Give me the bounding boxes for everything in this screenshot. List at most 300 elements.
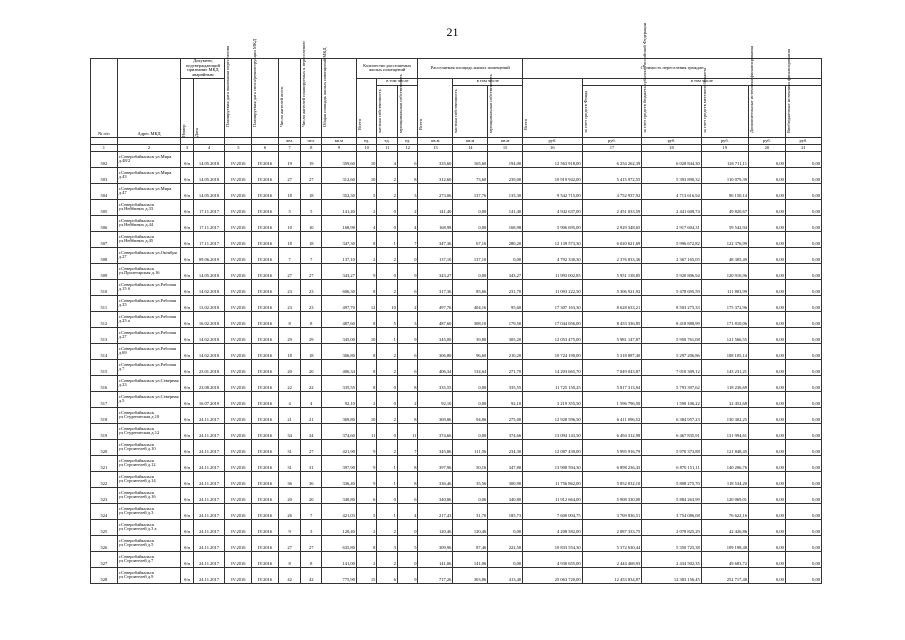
cell-at: 397,96 [418,455,453,471]
cell-p1: IV.2016 [225,327,252,343]
cell-rt: 9 [356,263,377,279]
table-row [91,231,822,247]
cell-date: 17.11.2017 [193,231,225,247]
unit-cell: ед. [377,137,398,144]
cell-cl: 110 079,39 [701,167,748,183]
cell-addr: г.Северобайкальск ул.Строителей д.5 [117,535,181,551]
cell-at: 345,00 [418,327,453,343]
col-doc-date-header: Дата [193,78,225,137]
units-row [91,137,822,144]
cell-cl: 143 231,21 [701,359,748,375]
cell-cl: 121 848,45 [701,439,748,455]
cell-am: 141,40 [488,199,523,215]
cell-addr: г.Северобайкальск ул.Строителей д.10 [117,439,181,455]
cell-rm: 8 [397,407,418,423]
cell-p1: IV.2016 [225,407,252,423]
cell-r: 18 [278,183,301,199]
cell-date: 14.02.2018 [193,279,225,295]
cell-id: 510 [91,279,118,295]
cell-r: 7 [278,247,301,263]
cell-area: 137,10 [321,247,356,263]
cell-date: 24.11.2017 [193,471,225,487]
cell-p2: IV.2016 [252,263,279,279]
cell-id: 522 [91,471,118,487]
col-residents-planned-header: Число жителей планируемых к переселению [301,59,322,138]
cell-rpr: 10 [377,295,398,311]
cell-am: 179,50 [488,311,523,327]
cell-num: б/н [181,439,193,455]
cell-apr: 96,60 [453,343,488,359]
unit-cell [193,137,225,144]
cell-rp: 4 [301,391,322,407]
cell-p1: IV.2016 [225,391,252,407]
cell-ce2: 0,00 [785,503,821,519]
cell-rt: 2 [356,551,377,567]
cell-area: 397,90 [321,455,356,471]
cell-p1: IV.2016 [225,279,252,295]
cell-p2: IV.2016 [252,407,279,423]
table-row [91,487,822,503]
cell-rp: 36 [301,471,322,487]
cell-cf: 5 415 972,55 [582,167,642,183]
cell-num: б/н [181,359,193,375]
cell-ce: 0,00 [748,279,785,295]
cell-apr: 137,76 [453,183,488,199]
cell-rm: 0 [397,551,418,567]
cell-addr: г.Северобайкальск ул.Октября д.27 [117,247,181,263]
cell-am: 280,20 [488,231,523,247]
table-row [91,503,822,519]
cell-p1: IV.2016 [225,215,252,231]
cell-addr: г.Северобайкальск ул.Рабочая д.25 а [117,311,181,327]
cell-cl: 59 542,94 [701,215,748,231]
cell-rpr: 6 [377,567,398,583]
cell-area: 141,40 [321,199,356,215]
cell-am: 239,00 [488,167,523,183]
cell-rpr: 2 [377,407,398,423]
column-number-cell: 2 [117,144,181,151]
column-number-cell: 6 [252,144,279,151]
cell-cr: 5 793 397,62 [642,375,702,391]
cell-p1: IV.2016 [225,535,252,551]
cell-rm: 9 [397,567,418,583]
cell-rp: 22 [301,375,322,391]
column-number-cell: 20 [748,144,785,151]
col-cost-extra-header: Дополнительные источники финансирования [748,85,785,137]
table-row [91,167,822,183]
cell-rp: 18 [301,183,322,199]
cell-r: 8 [278,551,301,567]
cell-am: 222,50 [488,535,523,551]
cell-area: 347,30 [321,231,356,247]
cell-ce: 0,00 [748,231,785,247]
unit-cell: ед. [356,137,377,144]
cell-apr: 0,00 [453,215,488,231]
cell-apr: 0,00 [453,199,488,215]
cell-rt: 2 [356,247,377,263]
cell-cl: 111 803,99 [701,279,748,295]
unit-cell: руб. [785,137,821,144]
cell-date: 14.05.2018 [193,263,225,279]
cell-date: 14.05.2018 [193,167,225,183]
cell-rp: 7 [301,247,322,263]
cell-ct: 11 093 222,50 [523,279,583,295]
cell-cl: 32 452,68 [701,391,748,407]
cell-ce2: 0,00 [785,359,821,375]
cell-area: 352,30 [321,183,356,199]
unit-cell: руб. [748,137,785,144]
cell-date: 14.02.2018 [193,343,225,359]
cell-rt: 10 [356,407,377,423]
cell-ct: 13 094 143,50 [523,423,583,439]
cell-num: б/н [181,295,193,311]
column-number-cell: 16 [523,144,583,151]
cell-ce2: 0,00 [785,519,821,535]
column-number-cell: 5 [225,144,252,151]
cell-id: 526 [91,535,118,551]
cell-ct: 12 053 475,00 [523,327,583,343]
cell-r: 23 [278,295,301,311]
cell-r: 9 [278,519,301,535]
cell-am: 92,10 [488,391,523,407]
cell-at: 374,66 [418,423,453,439]
cell-cl: 108 105,14 [701,343,748,359]
cell-addr: г.Северобайкальск ул.Рабочая д.69 [117,343,181,359]
cell-cf: 5 908 330,00 [582,487,642,503]
cell-rpr: 0 [377,215,398,231]
cell-addr: г.Северобайкальск ул.Мира д.43 [117,167,181,183]
cell-am: 0,00 [488,551,523,567]
cell-rm: 0 [397,519,418,535]
cell-addr: г.Северобайкальск ул.Строителей д.9 [117,567,181,583]
cell-area: 421,03 [321,503,356,519]
cell-ce: 0,00 [748,391,785,407]
cell-r: 34 [278,423,301,439]
cell-cr: 5 884 263,99 [642,487,702,503]
col-id-header: № п/п [91,59,118,138]
cell-cr: 2 441 608,74 [642,199,702,215]
cell-num: б/н [181,487,193,503]
col-rooms-incl-header: в том числе [377,78,418,85]
cell-p1: IV.2016 [225,263,252,279]
cell-ct: 4 792 330,30 [523,247,583,263]
col-area-incl-header: в том числе [453,78,523,85]
cell-rpr: 2 [377,183,398,199]
cell-am: 374,66 [488,423,523,439]
cell-at: 487,60 [418,311,453,327]
cell-rm: 8 [397,375,418,391]
cell-rpr: 2 [377,279,398,295]
cell-date: 14.05.2018 [193,183,225,199]
cell-p1: IV.2016 [225,519,252,535]
cell-r: 5 [278,199,301,215]
cell-am: 335,55 [488,375,523,391]
cell-cf: 8 453 336,85 [582,311,642,327]
cell-id: 507 [91,231,118,247]
cell-ce: 0,00 [748,487,785,503]
cell-ce: 0,00 [748,327,785,343]
column-number-cell: 8 [301,144,322,151]
cell-ce2: 0,00 [785,167,821,183]
table-row [91,215,822,231]
cell-am: 185,73 [488,503,523,519]
cell-rp: 20 [301,359,322,375]
cell-id: 506 [91,215,118,231]
cell-am: 347,80 [488,455,523,471]
cell-date: 23.01.2018 [193,359,225,375]
cell-num: б/н [181,503,193,519]
cell-p2: IV.2016 [252,375,279,391]
table-row [91,551,822,567]
cell-rp: 18 [301,343,322,359]
cell-area: 406,34 [321,359,356,375]
cell-num: б/н [181,471,193,487]
cell-cl: 76 622,16 [701,503,748,519]
cell-id: 515 [91,359,118,375]
col-planned-resettlement-header: Планируемая дата окончания переселения [225,59,252,138]
cell-ce2: 0,00 [785,391,821,407]
cell-apr: 85,66 [453,279,488,295]
cell-cf: 4 752 937,92 [582,183,642,199]
cell-rt: 5 [356,503,377,519]
cell-addr: г.Северобайкальск ул.Строителей д.3 [117,503,181,519]
cell-num: б/н [181,151,193,167]
cell-num: б/н [181,327,193,343]
cell-num: б/н [181,375,193,391]
cell-p2: IV.2016 [252,359,279,375]
cell-ce: 0,00 [748,471,785,487]
cell-rm: 6 [397,343,418,359]
col-cost-fund-header: за счет средств Фонда [582,85,642,137]
cell-rpr: 2 [377,247,398,263]
cell-apr: 308,10 [453,311,488,327]
cell-cf: 2 087 333,75 [582,519,642,535]
cell-cr: 8 418 888,99 [642,311,702,327]
cell-cr: 8 503 275,33 [642,295,702,311]
cell-rm: 3 [397,311,418,327]
cell-apr: 0,00 [453,263,488,279]
col-cost-local-header: за счет средств местного бюджета [701,85,748,137]
cell-apr: 94,86 [453,407,488,423]
cell-ce2: 0,00 [785,471,821,487]
cell-am: 234,30 [488,439,523,455]
cell-num: б/н [181,215,193,231]
cell-rt: 15 [356,567,377,583]
table-body [91,151,822,583]
cell-cr: 3 754 086,08 [642,503,702,519]
cell-rm: 2 [397,199,418,215]
cell-ce2: 0,00 [785,455,821,471]
table-row [91,247,822,263]
cell-rpr: 0 [377,391,398,407]
cell-id: 505 [91,199,118,215]
cell-rpr: 5 [377,311,398,327]
cell-at: 309,96 [418,535,453,551]
cell-cf: 5 306 921,92 [582,279,642,295]
cell-rp: 18 [301,231,322,247]
cell-ct: 4 930 655,00 [523,551,583,567]
cell-rm: 7 [397,231,418,247]
column-number-cell: 11 [377,144,398,151]
cell-apr: 0,00 [453,375,488,391]
cell-area: 336,40 [321,471,356,487]
cell-rp: 27 [301,263,322,279]
cell-ce2: 0,00 [785,407,821,423]
cell-ce2: 0,00 [785,535,821,551]
cell-date: 14.05.2018 [193,151,225,167]
cell-area: 312,60 [321,167,356,183]
unit-cell: кв.м [453,137,488,144]
cell-cr: 5 297 206,86 [642,343,702,359]
column-number-cell: 13 [418,144,453,151]
cell-p1: IV.2016 [225,471,252,487]
col-cost-region-header: за счет средств бюджета субъекта Российской Федерации [642,85,702,137]
cell-ct: 25 063 720,00 [523,567,583,583]
cell-at: 317,36 [418,279,453,295]
cell-p2: IV.2016 [252,439,279,455]
cell-date: 23.08.2018 [193,375,225,391]
cell-rt: 10 [356,327,377,343]
cell-rm: 7 [397,439,418,455]
cell-r: 20 [278,359,301,375]
cell-rpr: 1 [377,327,398,343]
cell-r: 31 [278,439,301,455]
cell-apr: 0,00 [453,423,488,439]
col-rooms-total-header: Всего [356,78,377,137]
cell-ce: 0,00 [748,455,785,471]
cell-ce: 0,00 [748,503,785,519]
cell-rp: 27 [301,167,322,183]
cell-ct: 12 087 439,00 [523,439,583,455]
cell-cf: 2 444 468,93 [582,551,642,567]
cell-ce2: 0,00 [785,231,821,247]
cell-date: 24.11.2017 [193,503,225,519]
cell-at: 335,55 [418,375,453,391]
cell-ct: 5 906 695,00 [523,215,583,231]
cell-p2: IV.2016 [252,247,279,263]
cell-cr: 4 713 616,94 [642,183,702,199]
unit-cell: кв.м [488,137,523,144]
cell-rt: 8 [356,279,377,295]
cell-rpr: 1 [377,503,398,519]
cell-ct: 11 756 862,00 [523,471,583,487]
cell-ce2: 0,00 [785,375,821,391]
col-address-header: Адрес МКД [117,59,181,138]
cell-rp: 23 [301,279,322,295]
cell-at: 92,10 [418,391,453,407]
cell-at: 406,34 [418,359,453,375]
cell-am: 0,00 [488,519,523,535]
cell-area: 343,27 [321,263,356,279]
table-row [91,295,822,311]
cell-p1: IV.2016 [225,567,252,583]
cell-area: 497,70 [321,295,356,311]
cell-ct: 11 725 150,25 [523,375,583,391]
cell-rm: 3 [397,183,418,199]
cell-r: 31 [278,455,301,471]
unit-cell [91,137,118,144]
cell-cr: 6 467 835,91 [642,423,702,439]
cell-p1: IV.2016 [225,183,252,199]
cell-area: 487,60 [321,311,356,327]
cell-ct: 10 724 190,00 [523,343,583,359]
cell-cf: 6 254 262,39 [582,151,642,167]
column-number-cell: 15 [488,144,523,151]
cell-ce: 0,00 [748,167,785,183]
cell-cr: 2 917 604,31 [642,215,702,231]
cell-addr: г.Северобайкальск ул.Строителей д.3 а [117,519,181,535]
cell-id: 516 [91,375,118,391]
col-area-total-header: Общая площадь жилых помещений МКД [321,59,356,138]
cell-date: 13.02.2018 [193,295,225,311]
cell-at: 312,60 [418,167,453,183]
col-rooms-private-header: частная собственность [377,85,398,137]
cell-rm: 11 [397,423,418,439]
cell-cr: 6 384 957,23 [642,407,702,423]
cell-area: 306,80 [321,343,356,359]
cell-cf: 6 494 312,98 [582,423,642,439]
column-number-cell: 17 [582,144,642,151]
cell-date: 24.11.2017 [193,423,225,439]
cell-ce: 0,00 [748,567,785,583]
cell-num: б/н [181,423,193,439]
cell-at: 168,98 [418,215,453,231]
col-doc-number-header: Номер [181,78,193,137]
cell-date: 17.11.2017 [193,199,225,215]
unit-cell: руб. [642,137,702,144]
cell-ct: 13 908 594,30 [523,455,583,471]
table-row [91,567,822,583]
cell-p1: IV.2016 [225,311,252,327]
cell-id: 512 [91,311,118,327]
table-row [91,183,822,199]
cell-at: 335,60 [418,151,453,167]
cell-r: 26 [278,503,301,519]
cell-cr: 5 393 890,32 [642,167,702,183]
cell-am: 300,90 [488,471,523,487]
cell-apr: 141,06 [453,551,488,567]
cell-ce2: 0,00 [785,439,821,455]
cell-addr: г.Северобайкальск ул.Рабочая д.27 [117,327,181,343]
cell-p2: IV.2016 [252,567,279,583]
cell-rt: 9 [356,439,377,455]
cell-p1: IV.2016 [225,359,252,375]
cell-p2: IV.2016 [252,343,279,359]
cell-rp: 10 [301,215,322,231]
cell-rp: 19 [301,151,322,167]
cell-ce: 0,00 [748,311,785,327]
cell-addr: г.Северобайкальск ул.Строителей д.12 [117,455,181,471]
cell-rpr: 1 [377,471,398,487]
cell-ce: 0,00 [748,263,785,279]
cell-at: 306,80 [418,343,453,359]
cell-ce2: 0,00 [785,423,821,439]
cell-r: 19 [278,151,301,167]
cell-area: 345,00 [321,327,356,343]
cell-rp: 34 [301,423,322,439]
cell-addr: г.Северобайкальск ул.Рабочая д.25 [117,295,181,311]
cell-r: 22 [278,375,301,391]
cell-p2: IV.2016 [252,423,279,439]
cell-am: 0,00 [488,247,523,263]
cell-id: 503 [91,167,118,183]
cell-rp: 3 [301,519,322,535]
cell-cl: 109 198,48 [701,535,748,551]
cell-rm: 8 [397,471,418,487]
col-planned-demolition-header: Планируемая дата сноса/реконструкции МКД [252,59,279,138]
unit-cell [252,137,279,144]
cell-id: 509 [91,263,118,279]
